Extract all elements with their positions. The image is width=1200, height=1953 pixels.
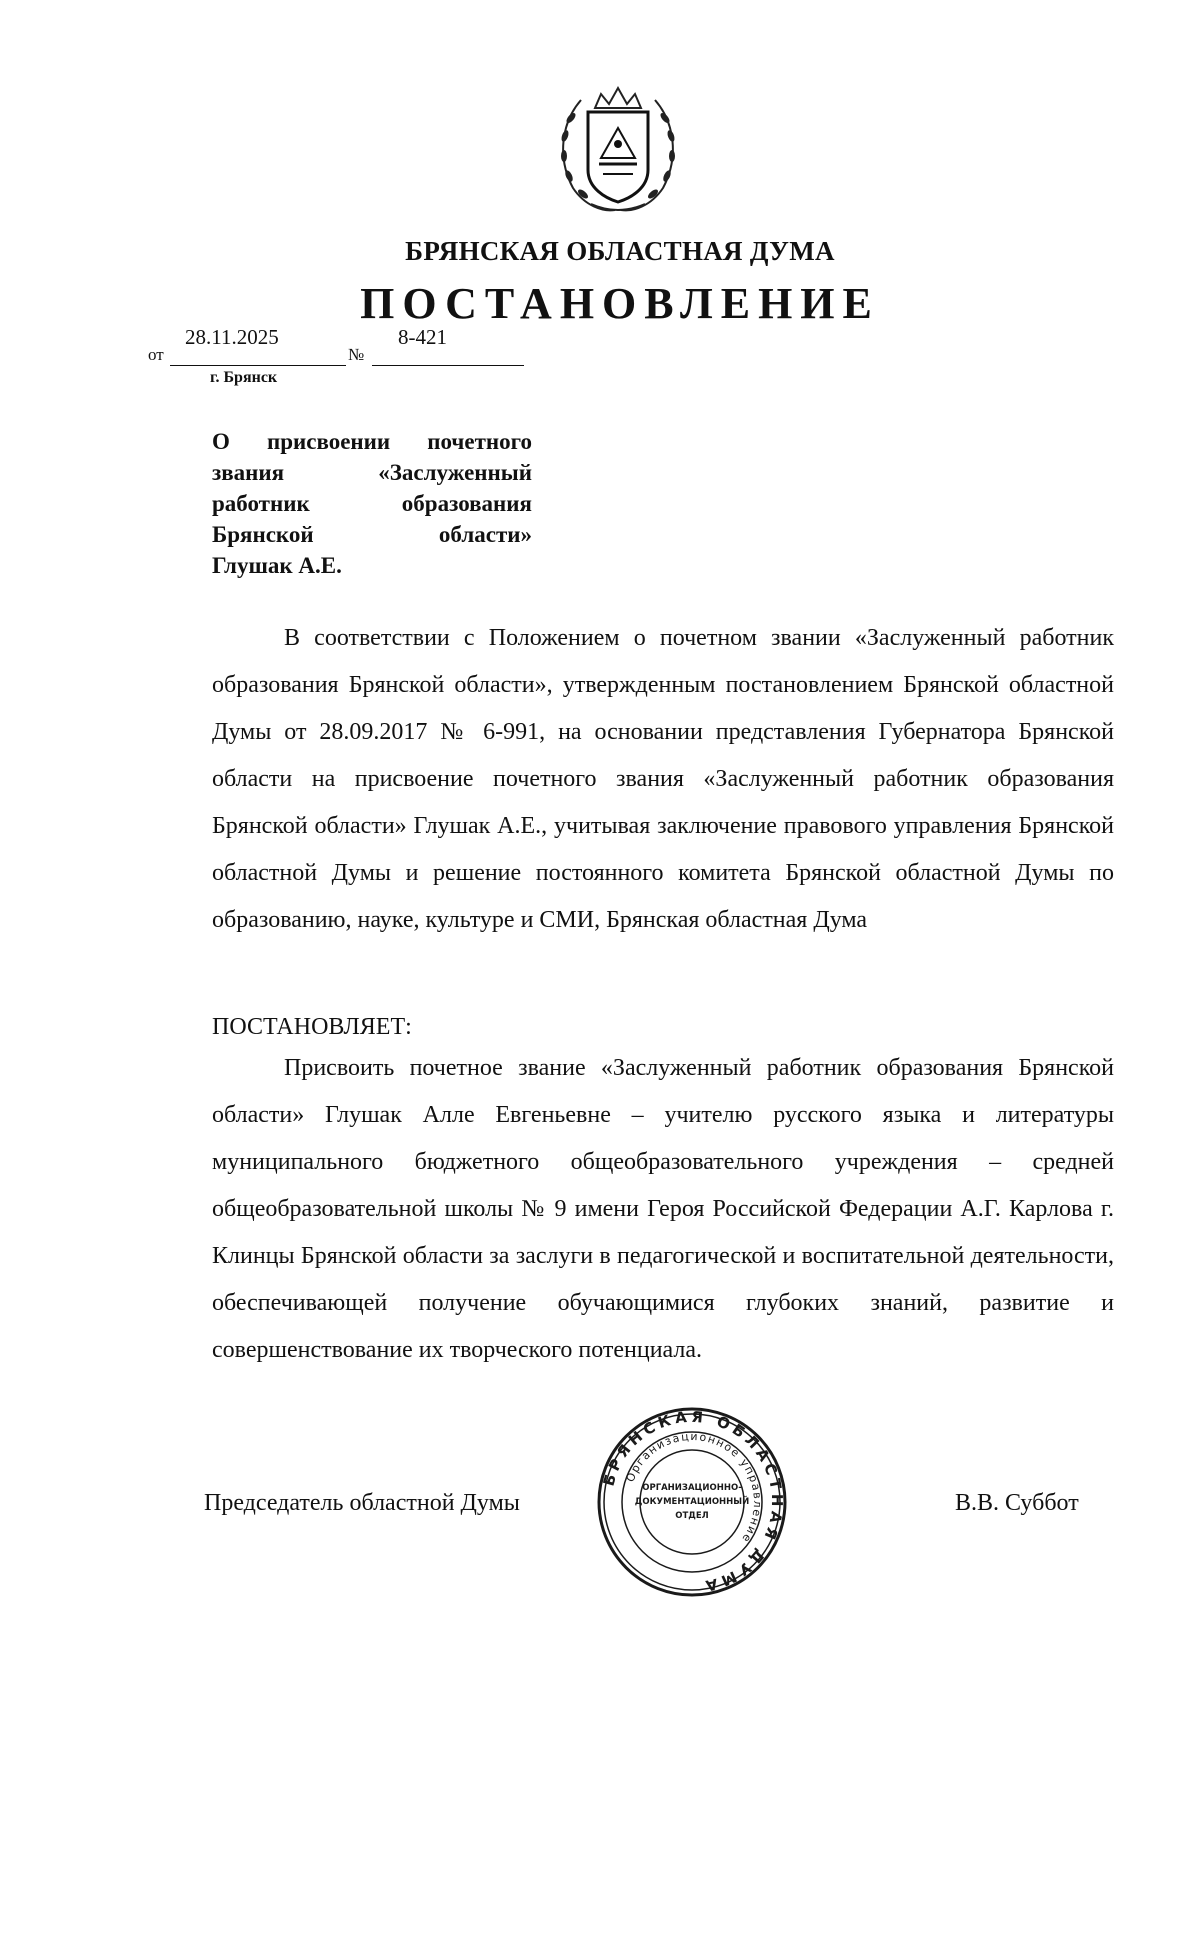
seal-center-line: ДОКУМЕНТАЦИОННЫЙ <box>634 1497 750 1507</box>
coat-of-arms-icon <box>543 78 693 218</box>
date-label: от <box>148 345 164 364</box>
subject-line: О присвоении почетного <box>212 429 532 454</box>
signatory-title: Председатель областной Думы <box>204 1490 520 1516</box>
document-number: 8-421 <box>398 325 447 349</box>
body-paragraph-resolution: Присвоить почетное звание «Заслуженный работник образования Брянской области» Глушак Алле Евгеньевне – учителю русского языка и литературы муниципального бюджетного общеобразовательного учреждения – средней общеобразовательной школы № 9 имени Героя Российской Федерации А.Г. Карлова г. Клинцы Брянской области за заслуги в педагогической и воспитательной деятельности, обеспечивающей получение обучающимися глубоких знаний, развитие и совершенствование их творческого потенциала. <box>212 1055 1114 1363</box>
date-underline <box>170 365 346 366</box>
document-date: 28.11.2025 <box>185 325 279 349</box>
body-paragraph-preamble: В соответствии с Положением о почетном звании «Заслуженный работник образования Брянской области», утвержденным постановлением Брянской областной Думы от 28.09.2017 № 6-991, на основании представления Губернатора Брянской области на присвоение почетного звания «Заслуженный работник образования Брянской области» Глушак А.Е., учитывая заключение правового управления Брянской областной Думы и решение постоянного комитета Брянской областной Думы по образованию, науке, культуре и СМИ, Брянская областная Дума <box>212 625 1114 933</box>
subject-line: звания «Заслуженный <box>212 460 532 485</box>
subject-line: Брянской области» <box>212 522 532 547</box>
seal-inner-text: Организационное управление <box>623 1429 765 1546</box>
seal-outer-text: БРЯНСКАЯ ОБЛАСТНАЯ ДУМА <box>599 1407 787 1596</box>
document-type-title: ПОСТАНОВЛЕНИЕ <box>360 279 880 328</box>
document-subject <box>212 426 532 581</box>
signatory-name: В.В. Суббот <box>955 1490 1079 1516</box>
subject-line: работник образования <box>212 491 532 516</box>
resolves-heading: ПОСТАНОВЛЯЕТ: <box>212 1014 412 1040</box>
official-seal-icon <box>596 1406 788 1598</box>
number-label: № <box>348 345 365 364</box>
seal-center-line: ОТДЕЛ <box>675 1511 709 1521</box>
seal-center-line: ОРГАНИЗАЦИОННО- <box>642 1483 742 1493</box>
number-underline <box>372 365 524 366</box>
subject-line: Глушак А.Е. <box>212 553 342 578</box>
organization-name: БРЯНСКАЯ ОБЛАСТНАЯ ДУМА <box>405 236 835 266</box>
document-meta <box>148 325 548 365</box>
city-label: г. Брянск <box>210 369 278 386</box>
